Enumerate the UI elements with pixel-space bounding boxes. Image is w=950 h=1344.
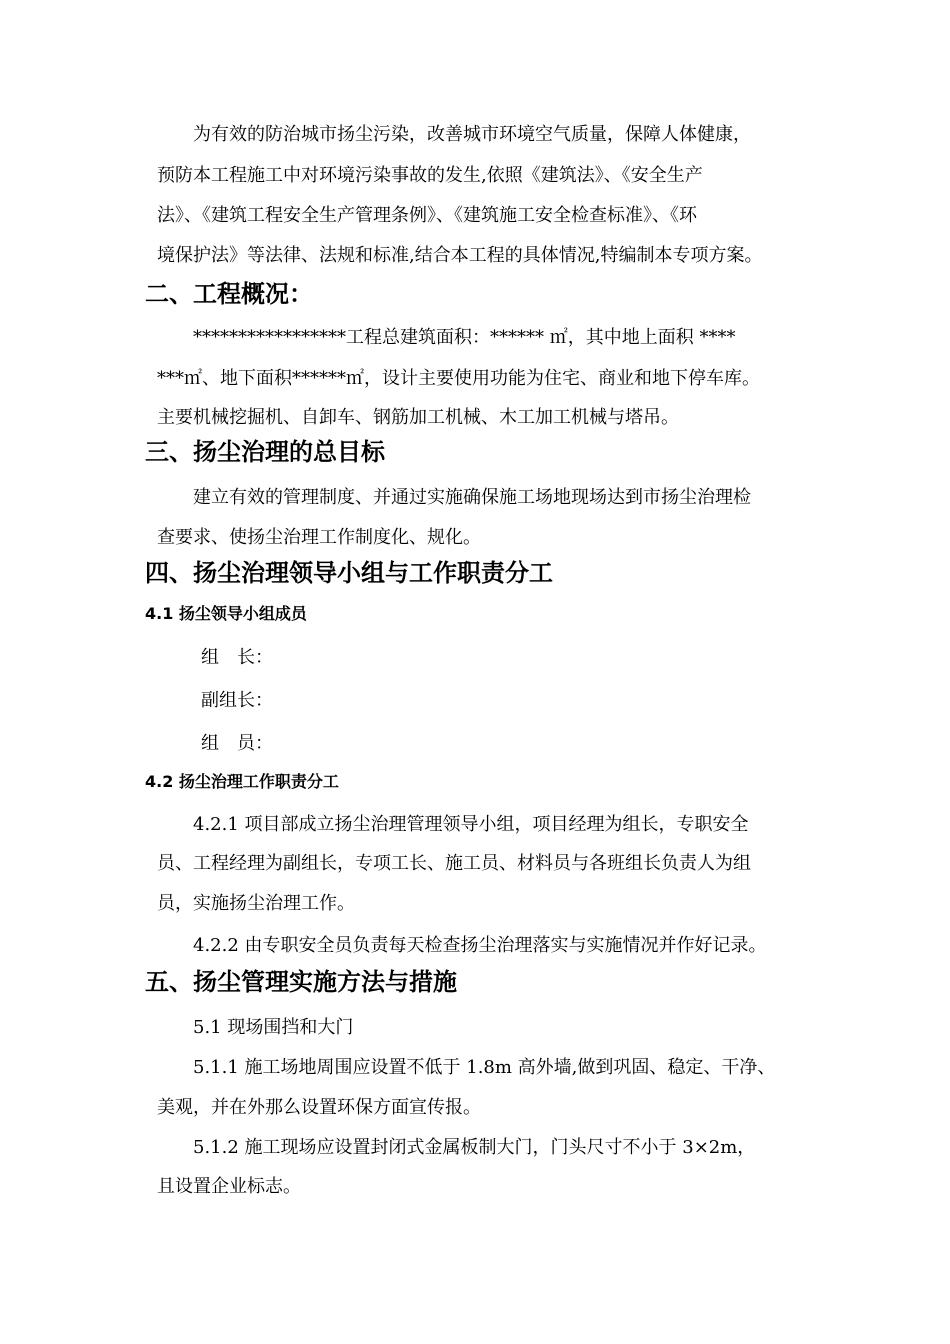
section-4-2-line-4: 4.2.2 由专职安全员负责每天检查扬尘治理落实与实施情况并作好记录。 (193, 935, 767, 956)
section-3-heading: 三、扬尘治理的总目标 (145, 438, 385, 466)
intro-line-3: 法》、《建筑工程安全生产管理条例》、《建筑施工安全检查标准》、《环 (157, 205, 697, 226)
section-2-heading: 二、工程概况： (145, 280, 313, 308)
section-4-heading: 四、扬尘治理领导小组与工作职责分工 (145, 559, 553, 587)
section-4-2-line-1: 4.2.1 项目部成立扬尘治理管理领导小组，项目经理为组长，专职安全 (193, 814, 749, 835)
member-deputy-label: 副组长： (201, 690, 273, 711)
section-2-line-1: *****************工程总建筑面积：****** ㎡，其中地上面积 **** (193, 327, 736, 348)
section-5-line-5: 且设置企业标志。 (157, 1176, 301, 1197)
intro-line-4: 境保护法》等法律、法规和标准,结合本工程的具体情况,特编制本专项方案。 (157, 245, 763, 266)
member-leader-label: 组 长： (201, 647, 273, 668)
member-staff-label: 组 员： (201, 733, 273, 754)
section-5-line-1: 5.1 现场围挡和大门 (193, 1017, 354, 1038)
section-5-heading: 五、扬尘管理实施方法与措施 (145, 968, 457, 996)
section-4-1-heading: 4.1 扬尘领导小组成员 (145, 604, 307, 623)
section-2-line-3: 主要机械挖掘机、自卸车、钢筋加工机械、木工加工机械与塔吊。 (157, 407, 679, 428)
section-5-line-3: 美观，并在外那么设置环保方面宣传报。 (157, 1097, 481, 1118)
intro-line-1: 为有效的防治城市扬尘污染，改善城市环境空气质量，保障人体健康， (193, 124, 751, 145)
section-2-line-2: ***㎡、地下面积******㎡，设计主要使用功能为住宅、商业和地下停车库。 (157, 368, 760, 389)
section-4-2-line-3: 员，实施扬尘治理工作。 (157, 893, 355, 914)
section-4-2-line-2: 员、工程经理为副组长，专项工长、施工员、材料员与各班组长负责人为组 (157, 853, 751, 874)
intro-line-2: 预防本工程施工中对环境污染事故的发生,依照《建筑法》、《安全生产 (157, 165, 703, 186)
section-5-line-2: 5.1.1 施工场地周围应设置不低于 1.8m 高外墙,做到巩固、稳定、干净、 (193, 1057, 776, 1078)
section-3-line-1: 建立有效的管理制度、并通过实施确保施工场地现场达到市扬尘治理检 (193, 487, 751, 508)
section-5-line-4: 5.1.2 施工现场应设置封闭式金属板制大门，门头尺寸不小于 3×2m， (193, 1137, 756, 1158)
section-4-2-heading: 4.2 扬尘治理工作职责分工 (145, 772, 339, 791)
section-3-line-2: 查要求、使扬尘治理工作制度化、规化。 (157, 527, 481, 548)
